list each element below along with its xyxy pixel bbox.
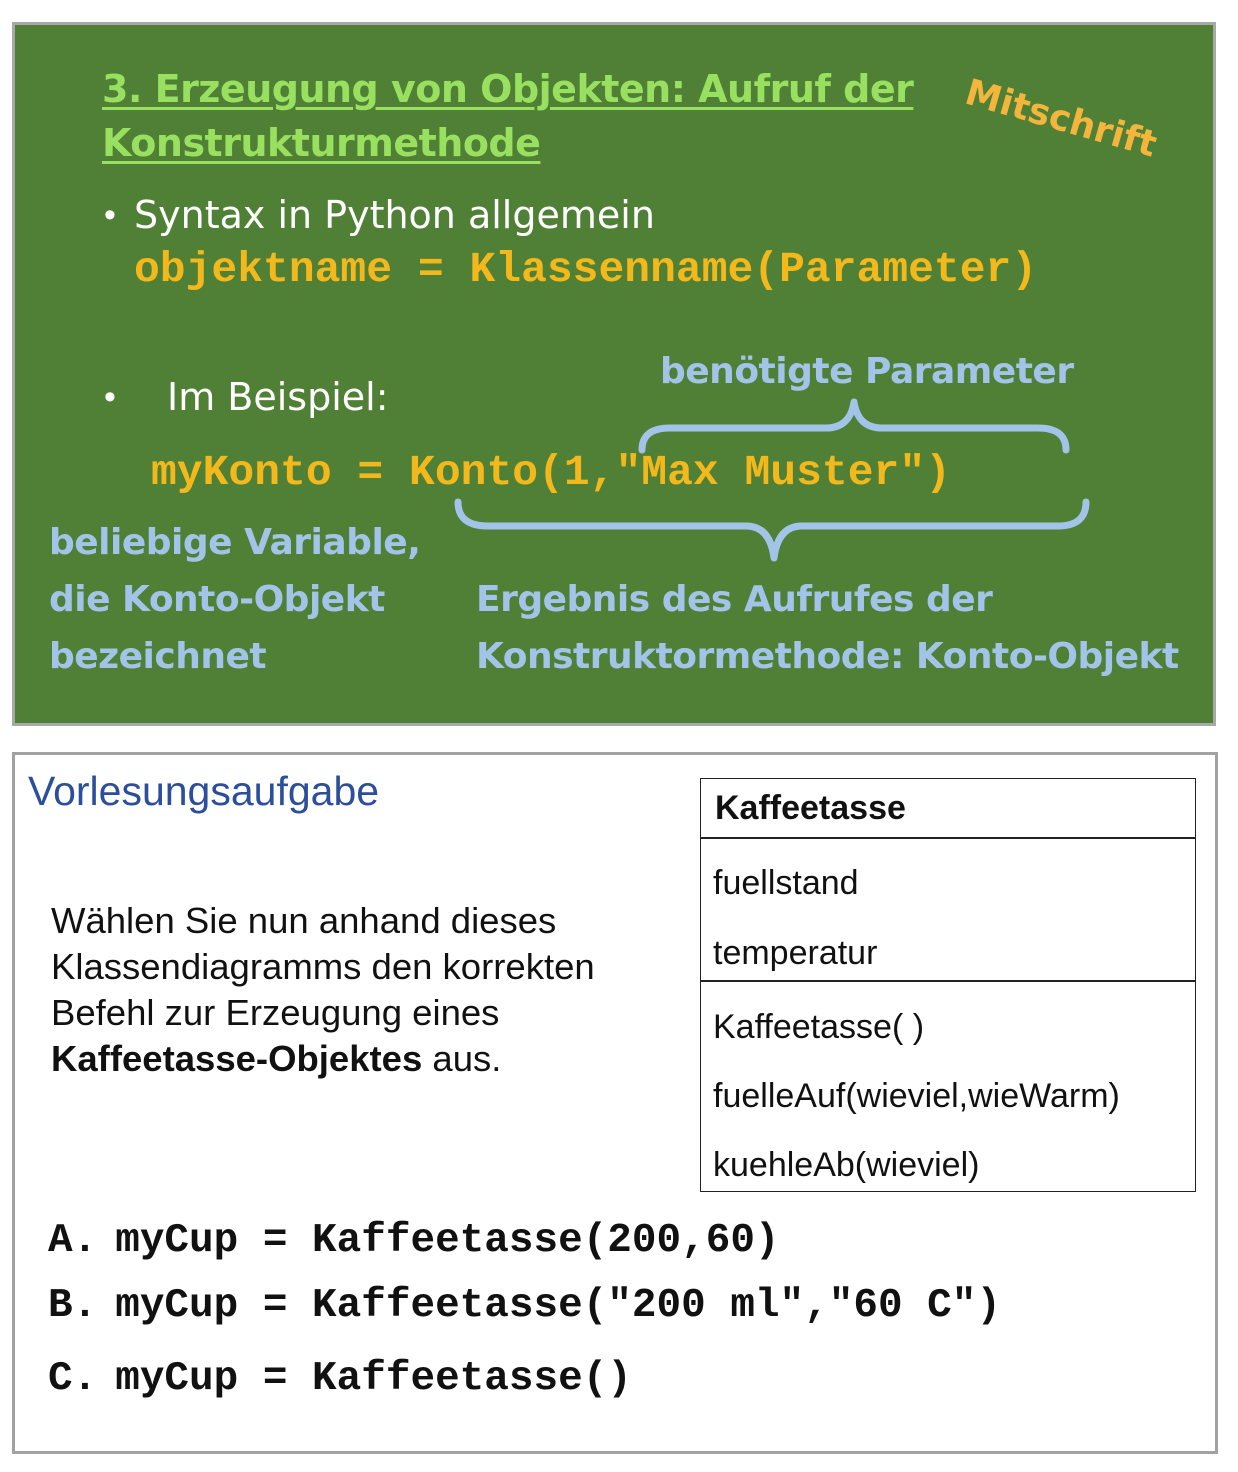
option-code: myCup = Kaffeetasse("200 ml","60 C"): [115, 1283, 1001, 1329]
uml-attribute: fuellstand: [713, 864, 859, 902]
option-letter: A.: [48, 1218, 98, 1264]
uml-method: kuehleAb(wieviel): [713, 1146, 980, 1184]
label-parameters: benötigte Parameter: [660, 351, 1074, 392]
slide-heading-line2: Konstrukturmethode: [102, 121, 541, 165]
label-variable-line2: die Konto-Objekt: [49, 579, 385, 620]
syntax-code: objektname = Klassenname(Parameter): [134, 245, 1038, 294]
option-b: [48, 1281, 1001, 1331]
example-code: myKonto = Konto(1,"Max Muster"): [151, 448, 951, 497]
slide-heading-line1: 3. Erzeugung von Objekten: Aufruf der: [102, 67, 914, 111]
task-text-line1: Wählen Sie nun anhand dieses: [51, 900, 557, 941]
task-text-line4: [51, 1036, 501, 1082]
bullet-dot: •: [104, 196, 116, 234]
label-variable-line3: bezeichnet: [49, 636, 267, 677]
uml-attribute: temperatur: [713, 934, 878, 972]
bullet-example: Im Beispiel:: [167, 375, 389, 419]
label-result-line1: Ergebnis des Aufrufes der: [476, 579, 993, 620]
option-code: myCup = Kaffeetasse(): [115, 1356, 632, 1402]
mitschrift-stamp: Mitschrift: [960, 72, 1162, 166]
label-result-line2: Konstruktormethode: Konto-Objekt: [476, 636, 1179, 677]
task-title: Vorlesungsaufgabe: [28, 768, 380, 814]
bullet-dot: •: [104, 378, 116, 416]
option-letter: B.: [48, 1283, 98, 1329]
task-text-line3: Befehl zur Erzeugung eines: [51, 992, 500, 1033]
option-c: [48, 1354, 632, 1404]
uml-method: fuelleAuf(wieviel,wieWarm): [713, 1077, 1120, 1115]
uml-divider: [701, 837, 1195, 839]
uml-method: Kaffeetasse( ): [713, 1008, 925, 1046]
parameters-brace: [630, 392, 1080, 456]
option-letter: C.: [48, 1356, 98, 1402]
task-text-bold: Kaffeetasse-Objektes: [51, 1038, 423, 1079]
bullet-syntax: Syntax in Python allgemein: [134, 193, 655, 237]
uml-divider: [701, 980, 1195, 982]
option-code: myCup = Kaffeetasse(200,60): [115, 1218, 780, 1264]
result-brace: [446, 496, 1096, 570]
uml-class-diagram: [700, 778, 1196, 1192]
uml-class-name: Kaffeetasse: [715, 789, 906, 827]
task-text-tail: aus.: [422, 1038, 502, 1079]
option-a: [48, 1216, 780, 1266]
task-text-line2: Klassendiagramms den korrekten: [51, 946, 595, 987]
label-variable-line1: beliebige Variable,: [49, 522, 421, 563]
